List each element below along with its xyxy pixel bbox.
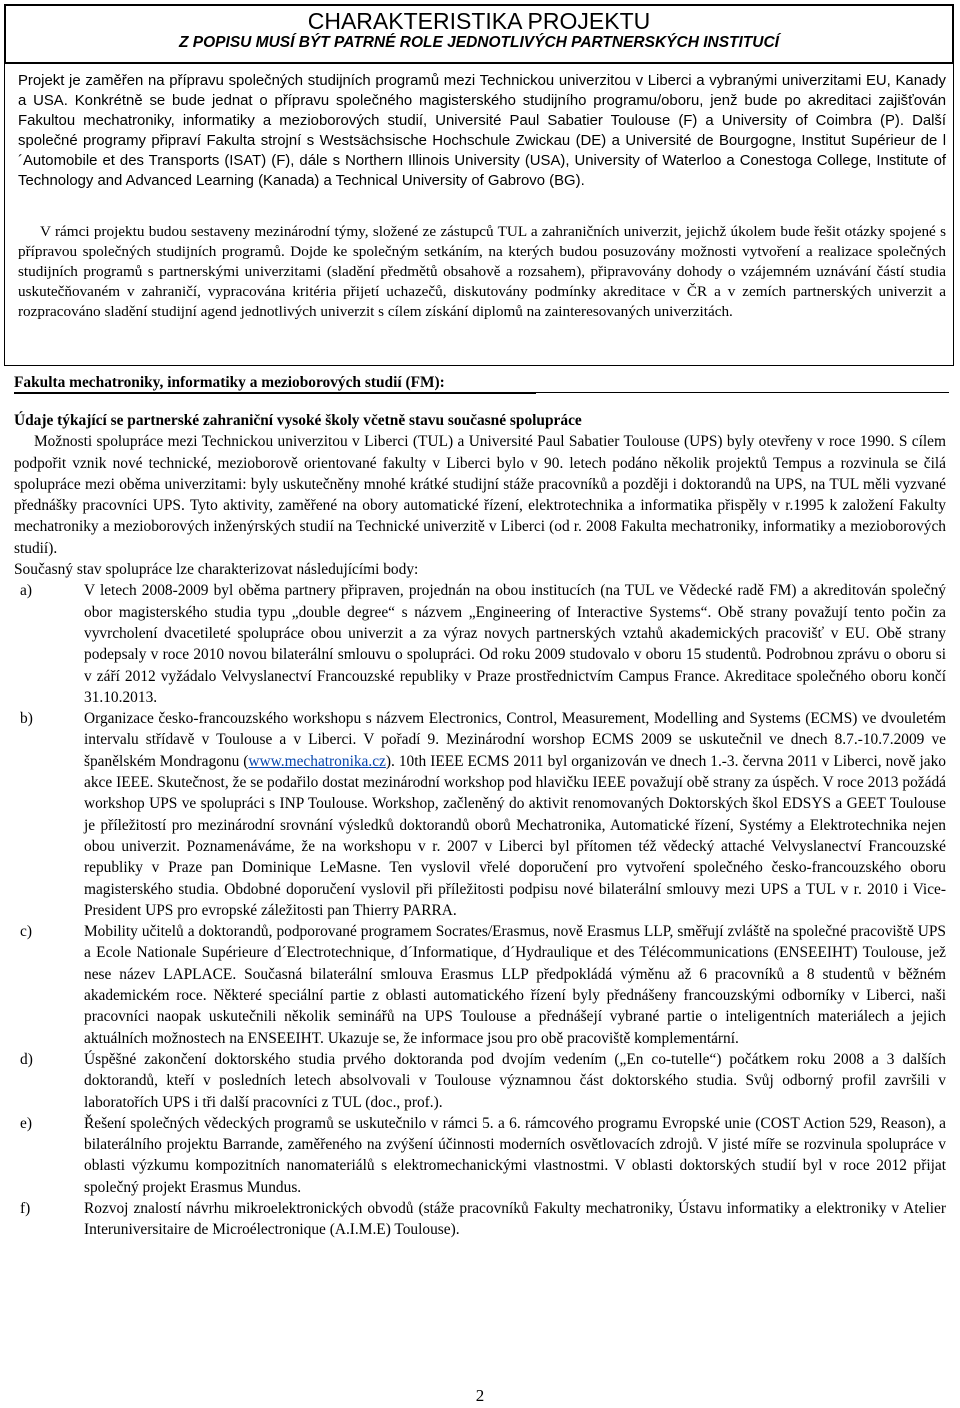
header-box xyxy=(4,4,954,64)
intro-paragraph-1: Projekt je zaměřen na přípravu společných studijních programů mezi Technickou univerzitou v Liberci a vybranými univerzitami EU, Kanady a USA. Konkrétně se bude jednat o přípravu společného magisterského studijního programu/oboru, jenž bude po akreditaci zajišťován Fakultou mechatroniky, informatiky a mezioborových studií, Université Paul Sabatier Toulouse (F) a University of Coimbra (P). Další společné programy připraví Fakulta strojní s Westsächsische Hochschule Zwickau (DE) a Université de Bourgogne, Institut Supérieur de l´Automobile et des Transports (ISAT) (F), dále s Northern Illinois University (USA), University of Waterloo a Conestoga College, Institute of Technology and Advanced Learning (Kanada) a Technical University of Gabrovo (BG). xyxy=(18,73,946,189)
list-item-text: Rozvoj znalostí návrhu mikroelektronických obvodů (stáže pracovníků Fakulty mechatroniky, Ústavu informatiky a elektroniky v Atelier Interuniversitaire de Microélectronique (A.I.M.E) Toulouse). xyxy=(84,1199,946,1239)
list-item xyxy=(14,1113,946,1198)
list-marker: f) xyxy=(20,1199,31,1217)
list-marker: d) xyxy=(20,1050,33,1068)
page-number: 2 xyxy=(475,1386,485,1405)
list-item-text: Řešení společných vědeckých programů se uskutečnilo v rámci 5. a 6. rámcového programu Evropské unie (COST Action 529, Reason), a bilaterálního projektu Barrande, zaměřeného na zvýšení účinnosti moderních osvětlovacích zdrojů. V jisté míře se rozvinula spolupráce v oblasti výzkumu kompozitních nanomateriálů s elektromechanickými vlastnostmi. V oblasti doktorských studií byl v roce 2012 přijat společný projekt Erasmus Mundus. xyxy=(84,1114,946,1196)
list-item-text: Úspěšné zakončení doktorského studia prvého doktoranda pod dvojím vedením („En co-tutelle“) počátkem roku 2008 a 3 dalších doktorandů, kteří v posledních letech absolvovali v Toulouse významnou část doktorského studia. Svůj odborný profil završili v laboratořích UPS i tři další pracovníci z TUL (doc., prof.). xyxy=(84,1050,946,1111)
list-item-text-before: Organizace česko-francouzského workshopu s názvem Electronics, Control, Measurement, Modelling and Systems (ECMS) ve dvouletém intervalu střídavě v Toulouse a v Liberci. V pořadí 9. Mezinárodní worshop ECMS 2009 se uskutečnil ve dnech 8.7.-10.7.2009 ve španělském Mondragonu ( xyxy=(84,710,946,770)
fm-subheading: Údaje týkající se partnerské zahraniční vysoké školy včetně stavu současné spolupráce xyxy=(14,412,582,429)
fm-heading: Fakulta mechatroniky, informatiky a mezioborových studií (FM): xyxy=(14,373,949,393)
fm-heading-underline xyxy=(14,393,536,394)
list-item xyxy=(14,921,946,1049)
list-item xyxy=(14,1198,946,1241)
fm-paragraph: Možnosti spolupráce mezi Technickou univerzitou v Liberci (TUL) a Université Paul Sabatier Toulouse (UPS) byly otevřeny v roce 1990. S cílem podpořit vznik nové technické, mezioborově orientované fakulty v Liberci bylo v 90. letech podáno několik projektů Tempus a rozvinula se čilá spolupráce mezi oběma univerzitami: byly uskutečněny mnohé krátké studijní stáže pracovníků a později i doktorandů na UPS, na TUL měli vyzvané přednášky pracovníci UPS. Tyto aktivity, zaměřené na obory automatické řízení, elektrotechnika a informatika přispěly v r.1995 k založení Fakulty mechatroniky a mezioborových inženýrských studií na Technické univerzitě v Liberci (od r. 2008 Fakulta mechatroniky, informatiky a mezioborových studií). xyxy=(14,433,946,557)
list-marker: b) xyxy=(20,710,33,728)
list-item-text: V letech 2008-2009 byl oběma partnery připraven, projednán na obou institucích (na TUL ve Vědecké radě FM) a akreditován společný obor magisterského studia typu „double degree“ s názvem „Engineering of Interactive Systems“. Obě strany považují tento počin za vyvrcholení dvacetileté spolupráce obou univerzit a za výraz novych partnerských vztahů akademických pracovišť v EU. Obě strany podepsaly v roce 2010 novou bilaterální smlouvu o spolupráci. Od roku 2009 studovalo v oboru 15 studentů. Podrobnou zprávu o oboru si v září 2012 vyžádalo Velvyslanectví Francouzské republiky v Praze prostřednictvím Campus France. Akreditace společného oboru končí 31.10.2013. xyxy=(84,582,946,706)
page-title: CHARAKTERISTIKA PROJEKTU xyxy=(307,8,651,34)
fm-lead: Současný stav spolupráce lze charakterizovat následujícími body: xyxy=(14,561,419,579)
list-marker: a) xyxy=(20,582,32,600)
fm-body xyxy=(14,410,946,1241)
list-item-text: Mobility učitelů a doktorandů, podporované programem Socrates/Erasmus, nově Erasmus LLP, směřují zvláště na společné pracoviště UPS a Ecole Nationale Supérieure d´Electrotechnique, d´Informatique, d´Hydraulique et des Télécommunications (ENSEEIHT) Toulouse, jež nese název LAPLACE. Současná bilaterální smlouva Erasmus LLP předpokládá výměnu až 6 pracovníků a 8 studentů v běžném akademickém roce. Některé speciální partie z oblasti automatického řízení byly přednášeny francouzskými odborníky v Liberci, naši pracovníci naopak uskutečnili několik seminářů na UPS Toulouse a přednášejí vybrané partie o inteligentních materiálech a jejich aktuálních možnostech na ENSEEIHT. Ukazuje se, že informace jsou pro obě pracoviště komplementární. xyxy=(84,923,946,1047)
cooperation-list xyxy=(14,580,946,1240)
intro-paragraph-2: V rámci projektu budou sestaveny mezinárodní týmy, složené ze zástupců TUL a zahraničních univerzit, jejichž úkolem bude řešit otázky spojené s přípravou společných studijních programů. Dojde ke společným setkáním, na kterých budou posuzovány možnosti vytvoření a realizace společných studijních programů s partnerskými univerzitami (sladění předmětů obsahově a rozsahem), připravovány dohody o vzájemném uznávání částí studia uskutečňovaném v zahraničí, vypracována kritéria přijetí uchazečů, diskutovány podmínky akreditace v ČR a v zemích partnerských univerzit a rozpracováno sladění studijní agend jednotlivých univerzit s cílem získání diplomů na zainteresovaných univerzitách. xyxy=(18,223,946,320)
list-marker: e) xyxy=(20,1114,32,1132)
page-subtitle: Z POPISU MUSÍ BÝT PATRNÉ ROLE JEDNOTLIVÝCH PARTNERSKÝCH INSTITUCÍ xyxy=(179,34,779,51)
mechatronika-link[interactable]: www.mechatronika.cz xyxy=(248,752,386,770)
list-item xyxy=(14,1049,946,1113)
list-item-text-after: ). 10th IEEE ECMS 2011 byl organizován ve dnech 1.-3. června 2011 v Liberci, nově jako akce IEEE. Skutečnost, že se podařilo dostat mezinárodní workshop pod hlavičku IEEE považují obě strany za úspěch. V roce 2013 požádá workshop UPS ve spolupráci s INP Toulouse. Workshop, začleněný do aktivit renomovaných Doktorských škol EDSYS a GEET Toulouse je příležitostí pro mezinárodní srovnání výsledků doktorandů oborů Mechatronika, Automatické řízení, Systémy a Elektrotechnika nejen obou univerzit. Poznamenáváme, že na workshopu v r. 2007 v Liberci byl přítomen též vědecký attaché Velvyslanectví Francouzské republiky v Praze pan Dominique LeMasne. Ten vyslovil vřelé doporučení pro vytvoření společného česko-francouzského oboru magisterského studia. Obdobné doporučení vyslovil při příležitosti podpisu nové bilaterální smlouvy mezi UPS a TUL v r. 2010 i Vice-President UPS pro evropské záležitosti pan Thierry PARRA. xyxy=(84,752,946,919)
list-item xyxy=(14,580,946,708)
list-marker: c) xyxy=(20,923,32,941)
list-item xyxy=(14,708,946,921)
